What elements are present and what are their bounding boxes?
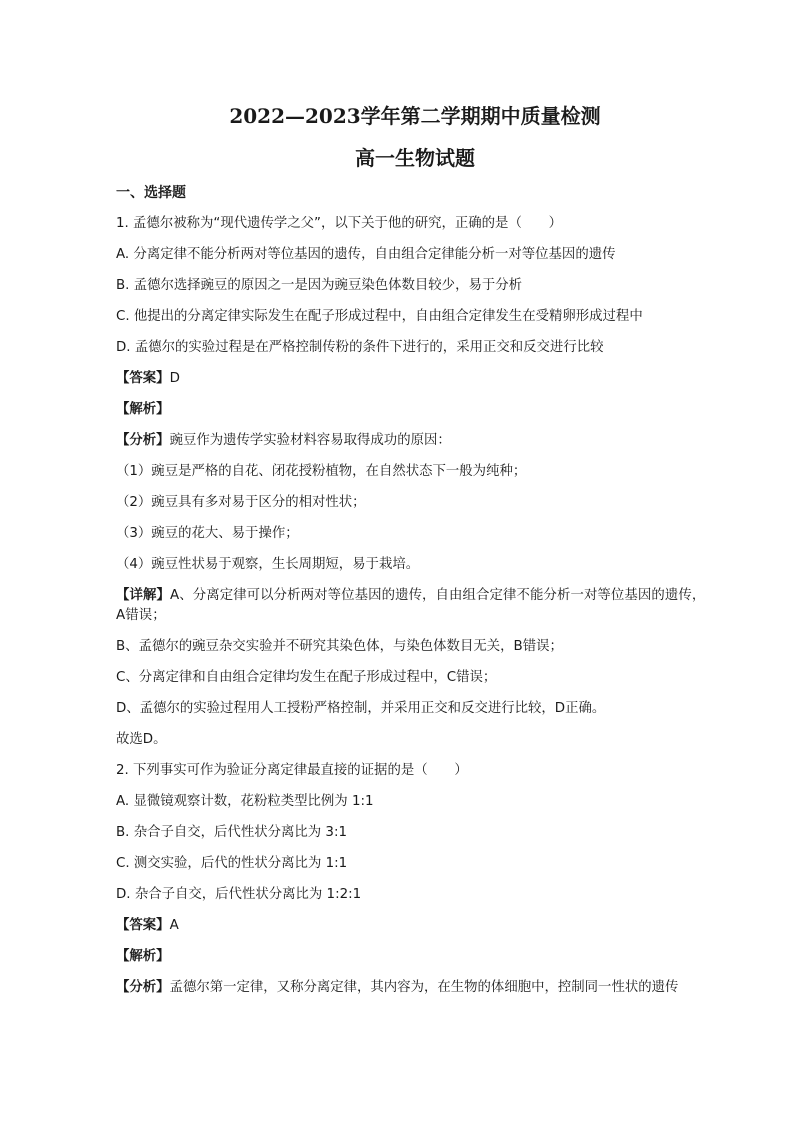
question-1-detail-d: D、孟德尔的实验过程用人工授粉严格控制，并采用正交和反交进行比较，D正确。 (116, 701, 606, 716)
question-2-analysis-tag: 【解析】 (116, 949, 170, 964)
page-subtitle: 高一生物试题 (355, 146, 475, 170)
question-1-option-d: D. 孟德尔的实验过程是在严格控制传粉的条件下进行的，采用正交和反交进行比较 (116, 340, 604, 355)
question-2-answer (116, 916, 714, 936)
question-1-point-4: （4）豌豆性状易于观察，生长周期短，易于栽培。 (116, 557, 420, 572)
answer-value: A (169, 918, 179, 933)
question-2-fenxi (116, 978, 714, 998)
question-1-detail-b: B、孟德尔的豌豆杂交实验并不研究其染色体，与染色体数目无关，B错误； (116, 639, 563, 654)
detail-a-text: A、分离定律可以分析两对等位基因的遗传，自由组合定律不能分析一对等位基因的遗传，A错误； (116, 588, 706, 623)
fenxi-tag: 【分析】 (116, 433, 170, 448)
detail-tag: 【详解】 (116, 588, 170, 603)
question-1-option-a: A. 分离定律不能分析两对等位基因的遗传，自由组合定律能分析一对等位基因的遗传 (116, 247, 616, 262)
question-1-answer (116, 369, 714, 389)
question-1-analysis-tag: 【解析】 (116, 402, 170, 417)
question-1-conclusion: 故选D。 (116, 732, 167, 747)
question-1-point-2: （2）豌豆具有多对易于区分的相对性状； (116, 495, 366, 510)
question-2-option-d: D. 杂合子自交，后代性状分离比为 1:2:1 (116, 887, 362, 902)
question-1-option-b: B. 孟德尔选择豌豆的原因之一是因为豌豆染色体数目较少，易于分析 (116, 278, 523, 293)
page-title: 2022—2023学年第二学期期中质量检测 (229, 104, 601, 128)
question-1-stem: 1. 孟德尔被称为“现代遗传学之父”，以下关于他的研究，正确的是（ ） (116, 216, 563, 231)
question-1-option-c: C. 他提出的分离定律实际发生在配子形成过程中，自由组合定律发生在受精卵形成过程中 (116, 309, 643, 324)
answer-value: D (169, 371, 180, 386)
question-1-point-3: （3）豌豆的花大、易于操作； (116, 526, 299, 541)
question-2-stem: 2. 下列事实可作为验证分离定律最直接的证据的是（ ） (116, 763, 468, 778)
question-2-option-a: A. 显微镜观察计数，花粉粒类型比例为 1:1 (116, 794, 374, 809)
question-1-detail-a (116, 586, 714, 626)
fenxi-text: 豌豆作为遗传学实验材料容易取得成功的原因： (169, 433, 451, 448)
answer-tag: 【答案】 (116, 918, 170, 933)
question-1-point-1: （1）豌豆是严格的自花、闭花授粉植物，在自然状态下一般为纯种； (116, 464, 527, 479)
section-heading: 一、选择题 (116, 185, 186, 201)
answer-tag: 【答案】 (116, 371, 170, 386)
question-1-detail-c: C、分离定律和自由组合定律均发生在配子形成过程中，C错误； (116, 670, 497, 685)
question-1-fenxi (116, 431, 714, 451)
question-2-option-c: C. 测交实验，后代的性状分离比为 1:1 (116, 856, 348, 871)
fenxi-tag: 【分析】 (116, 980, 170, 995)
question-2-option-b: B. 杂合子自交，后代性状分离比为 3:1 (116, 825, 347, 840)
fenxi-text: 孟德尔第一定律，又称分离定律，其内容为，在生物的体细胞中，控制同一性状的遗传 (169, 980, 679, 995)
